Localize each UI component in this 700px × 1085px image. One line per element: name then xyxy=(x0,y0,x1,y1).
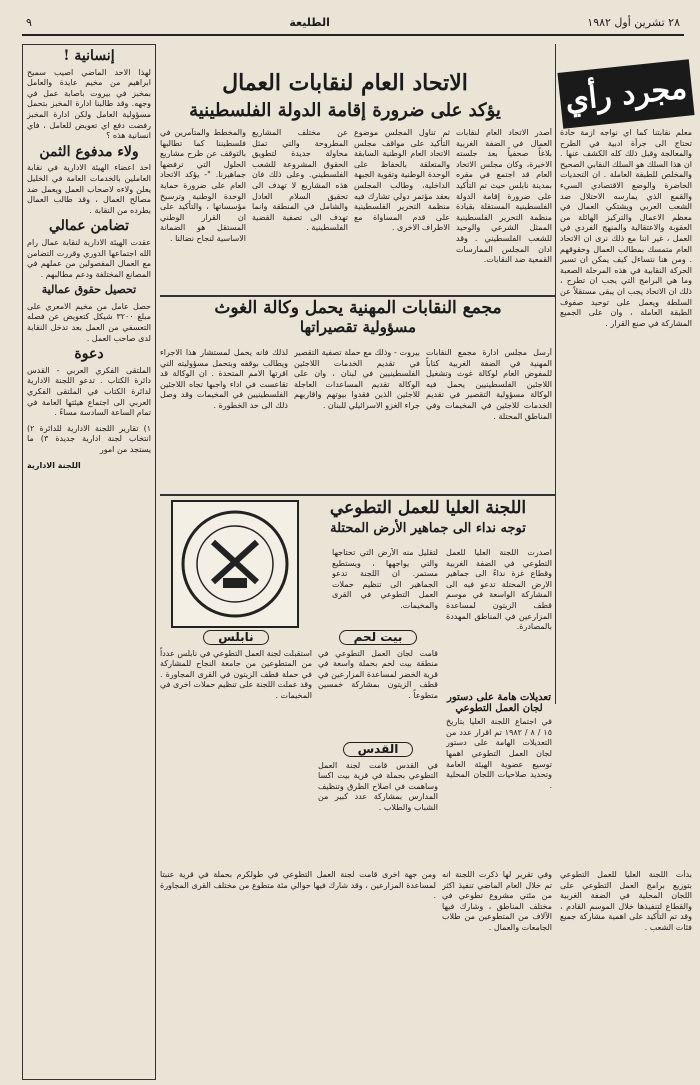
third-intro xyxy=(446,548,552,678)
issue-date: ٢٨ تشرين أول ١٩٨٢ xyxy=(587,15,680,29)
sidebar-text-humanity: لهذا الاحد الماضي اصيب سميح ابراهيم من مخيم عايدة والعامل بمخبز في بيروت باصابة عمل في وجهه. وقد طالبنا ادارة المخبز بتحمل مسؤولية العامل ولكن ادارة المخبز رفضت دفع اي تعويض للعامل ، فاي انسانية هذه ؟ xyxy=(27,67,151,141)
sidebar-signature: اللجنة الادارية xyxy=(27,460,81,470)
bayt-lahm-title: بيت لحم xyxy=(339,630,418,645)
third-intro-text: اصدرت اللجنة العليا للعمل التطوعي في الضفة الغربية وقطاع غزة نداءً الى جماهير الارض المحتلة تدعو فيه الى المشاركة الواسعة في موسم قطف الزيتون لمساعدة المزارعين في المناطق المهددة بالمصادرة. xyxy=(446,548,552,632)
sidebar-title-humanity: إنسانية ! xyxy=(63,48,115,64)
main-col-2 xyxy=(354,128,450,288)
main-col-3 xyxy=(252,128,348,288)
bottom-mid-col xyxy=(442,870,552,1070)
third-intro-2 xyxy=(332,548,438,628)
main-col-2-text: ثم تناول المجلس موضوع التأكيد على مواقف مجلس الاتحاد العام الوطنية السابقة والمتعلقة بالحفاظ على الوحدة الوطنية وتقوية الجبهة الداخلية، وطالب المجلس بعقد مؤتمر دولي تشارك فيه منظمة التحرير الفلسطينية على قدم المساواة مع الاطراف الاخرى . xyxy=(354,128,450,233)
main-col-3-text: عن مختلف المشاريع المطروحة والتي تمثل محاولة جديدة لتطويق الحقوق المشروعة للشعب الفلسطيني. وعلى ذلك فان هذه المشاريع لا تهدف الى تحقيق السلام العادل والشامل في المنطقة وانما تهدف الى تصفية القضية الفلسطينية . xyxy=(252,128,348,233)
divider xyxy=(160,295,556,297)
main-headline-line2: يؤكد على ضرورة إقامة الدولة الفلسطينية xyxy=(189,100,501,121)
third-headline-line2: توجه نداء الى جماهير الأرض المحتلة xyxy=(330,521,526,536)
bottom-mid-text: وفي تقرير لها ذكرت اللجنة انه تم خلال العام الماضي تنفيذ اكثر من مئتي مشروع تطوعي في مختلف المناطق ، وشارك فيها الآلاف من المتطوعين من طلاب الجامعات والعمال . xyxy=(442,870,552,932)
sidebar-title-loyalty: ولاء مدفوع الثمن xyxy=(39,143,139,160)
quds-section xyxy=(318,742,438,862)
sidebar-column xyxy=(22,44,156,1080)
sidebar-title-solidarity: تضامن عمالي xyxy=(49,218,129,235)
bottom-right-text: بدأت اللجنة العليا للعمل التطوعي بتوزيع برامج العمل التطوعي على اللجان المحلية في الضفة الغربية والقطاع لتنفيذها خلال الموسم القادم ، وقد تم التأكيد على اهمية مشاركة جميع فئات الشعب . xyxy=(560,870,692,932)
bottom-left-col xyxy=(160,870,436,1070)
main-headline-line1: الاتحاد العام لنقابات العمال xyxy=(222,70,468,96)
constitution-text: في اجتماع اللجنة العليا بتاريخ ١٥ / ٨ / ١٩٨٢ تم اقرار عدد من التعديلات الهامة على دستور لجان العمل التطوعي اهمها توسيع عضوية الهيئة العامة وتحديد صلاحيات اللجان المحلية . xyxy=(446,717,552,790)
bayt-lahm-section xyxy=(318,630,438,740)
second-headline xyxy=(160,298,556,336)
page-number: ٩ xyxy=(26,15,32,29)
page-header xyxy=(22,10,684,36)
divider xyxy=(555,44,556,704)
sidebar-text-invitation: الملتقى الفكري العربي - القدس دائرة الكتاب . تدعو اللجنة الادارية لدائرة الكتاب في الملتقى الفكري العربي الى اجتماع هيئتها العامة في تمام الساعة السادسة مساءً . xyxy=(27,365,151,418)
second-col-2-text: بيروت - وذلك مع حملة تصفية التقصير في تقديم الخدمات اللاجئين الفلسطينيين في لبنان ، وان على الوكالة تقديم المساعدات العاجلة للاجئين الذين فقدوا بيوتهم واقاربهم جراء الغزو الاسرائيلي للبنان . xyxy=(294,348,420,410)
sidebar-text-solidarity: عقدت الهيئة الادارية لنقابة عمال رام الله اجتماعها الدوري وقررت التضامن مع العمال المفصولين من عملهم في المصانع المختلفة ودعم مطالبهم . xyxy=(27,237,151,279)
main-col-4-text: والمخطط والمتآمرين في فلسطيننا كما تطالبها بالتوقف عن طرح مشاريع الحلول التي ترفضها جماهيرنا. "- يؤكد الاتحاد العام على ضرورة حماية الوحدة الوطنية وترسيخ مؤسساتها ، والتأكيد على ان القرار الوطني المستقل هو الضمانة الاساسية لنجاح نضالنا . xyxy=(160,128,246,243)
opinion-logo: مجرد رأي xyxy=(557,59,694,128)
quds-text: في القدس قامت لجنة العمل التطوعي بحملة في قرية بيت اكسا وساهمت في اصلاح الطرق وتنظيف المدارس بمشاركة عدد كبير من الشباب والطلاب . xyxy=(318,760,438,812)
emblem-icon xyxy=(173,502,297,626)
second-col-2 xyxy=(294,348,420,490)
second-col-3 xyxy=(160,348,288,490)
second-col-3-text: لذلك فانه يحمل لمستشار هذا الاجراء ويطالب بوقفه وبتحمل مسؤوليته التي اقرتها الامم المتحدة . ان الوكالة قد تقاعست في اداء واجبها تجاه اللاجئين الفلسطينيين في المخيمات وقد وصل ذلك الى حد الخطورة . xyxy=(160,348,288,410)
bottom-left-text: ومن جهة اخرى قامت لجنة العمل التطوعي في طولكرم بحملة في قرية عنبتا لمساعدة المزارعين ، وقد شارك فيها حوالي مئة متطوع من مختلف القرى المجاورة . xyxy=(160,870,436,901)
second-headline-line2: مسؤولية تقصيراتها xyxy=(299,318,417,336)
nablus-text: استقبلت لجنة العمل التطوعي في نابلس عدداً من المتطوعين من جامعة النجاح للمشاركة في حملة قطف الزيتون في القرى المجاورة . وقد عملت اللجنة على تنظيم حملات اخرى في المخيمات . xyxy=(160,648,312,700)
sidebar-agenda: ١) تقارير اللجنة الادارية للدائرة ٢) انتخاب لجنة ادارية جديدة ٣) ما يستجد من امور xyxy=(27,423,152,454)
third-headline-line1: اللجنة العليا للعمل التطوعي xyxy=(329,498,527,518)
third-headline xyxy=(300,498,556,536)
main-col-1-text: أصدر الاتحاد العام لنقابات العمال في الضفة الغربية بلاغاً صحفياً بعد جلسته الاخيرة، وكان مجلس الاتحاد العام قد اجتمع في مقره بمدينة نابلس حيث تم التأكيد على ضرورة إقامة الدولة الفلسطينية المستقلة بقيادة منظمة التحرير الفلسطينية الممثل الشرعي والوحيد للشعب الفلسطيني . وقد ادان المجلس الممارسات القمعية ضد النقابات. xyxy=(456,128,552,265)
sidebar-title-invitation: دعوة xyxy=(74,346,104,363)
second-col-1 xyxy=(426,348,552,490)
quds-title: القدس xyxy=(343,742,414,757)
constitution-title: تعديلات هامة على دستور لجان العمل التطوعي xyxy=(447,692,551,714)
nablus-section xyxy=(160,630,312,740)
constitution-section xyxy=(446,690,552,860)
bottom-right-col xyxy=(560,870,692,1070)
sidebar-text-loyalty: احد اعضاء الهيئة الادارية في نقابة العاملين بالخدمات العامة في الخليل يعلن ولاءه لاصحاب العمل ويعمل ضد مصالح العمال ، وقد طالب العمال بطرده من النقابة . xyxy=(27,163,151,215)
second-col-1-text: أرسل مجلس ادارة مجمع النقابات المهنية في الضفة الغربية كتاباً للمفوض العام لوكالة غوث وتشغيل اللاجئين الفلسطينيين يحمل فيه الوكالة مسؤولية التقصير في تقديم الخدمات للاجئين في المخيمات وفي المناطق المحتلة . xyxy=(426,348,552,421)
main-col-4 xyxy=(160,128,246,288)
main-headline xyxy=(160,70,530,121)
nablus-title: نابلس xyxy=(203,630,268,645)
volunteer-emblem xyxy=(171,500,299,628)
sidebar-text-rights: حصل عامل من مخيم الامعري على مبلغ ٣٢٠٠ شيكل كتعويض عن فصله التعسفي من العمل بعد تدخل النقابة لدى صاحب العمل . xyxy=(27,301,151,343)
newspaper-name: الطليعة xyxy=(289,15,330,29)
divider xyxy=(160,494,556,496)
opinion-text: معلم نقابتنا كما اي نواجه ازمة حادة تحتاج الى جرأة ادبية في الطرح والمعالجة وقبل ذلك كله الكشف عنها . ان هذا السلك هو السلك النقابي الصحيح والمخلص للطبقة العاملة . ان التحديات الحاضرة والوضع الاقتصادي السيء والقمع الذي يمارسه الاحتلال ضد الشعب العربي ويشتكي العمال في معظم الاعمال والتركيز الهائلة من العقوبة والاعتقالية والمنهج الفردي في العمل ، غير اننا مع ذلك نرى ان الاتحاد العام متمسك بمطالب العمال وحقوقهم . ومن هنا نتساءل كيف يمكن ان تسير الحركة النقابية في هذه المرحلة الصعبة وما هي البرامج التي يجب ان تطرح ، ذلك ان الاتحاد يجب ان يبقى مستقلاً عن السلطة ويعمل على توحيد صفوف الطبقة العاملة ، وان على الجميع المشاركة في صنع القرار . xyxy=(560,128,692,328)
third-intro-2-text: لتقليل منه الأرض التي تحتاجها والتي يواجهها ، ويستطيع مستمر. ان اللجنة تدعو الجماهير الى تنظيم حملات العمل التطوعي في القرى والمخيمات. xyxy=(332,548,438,610)
main-col-1 xyxy=(456,128,552,288)
second-headline-line1: مجمع النقابات المهنية يحمل وكالة الغوث xyxy=(214,298,502,318)
opinion-body xyxy=(560,128,692,693)
sidebar-title-rights: تحصيل حقوق عمالية xyxy=(41,283,137,297)
bayt-lahm-text: قامت لجان العمل التطوعي في منطقة بيت لحم بحملة واسعة في قرية الخضر لمساعدة المزارعين في قطف الزيتون بمشاركة خمسين متطوعاً . xyxy=(318,648,438,700)
